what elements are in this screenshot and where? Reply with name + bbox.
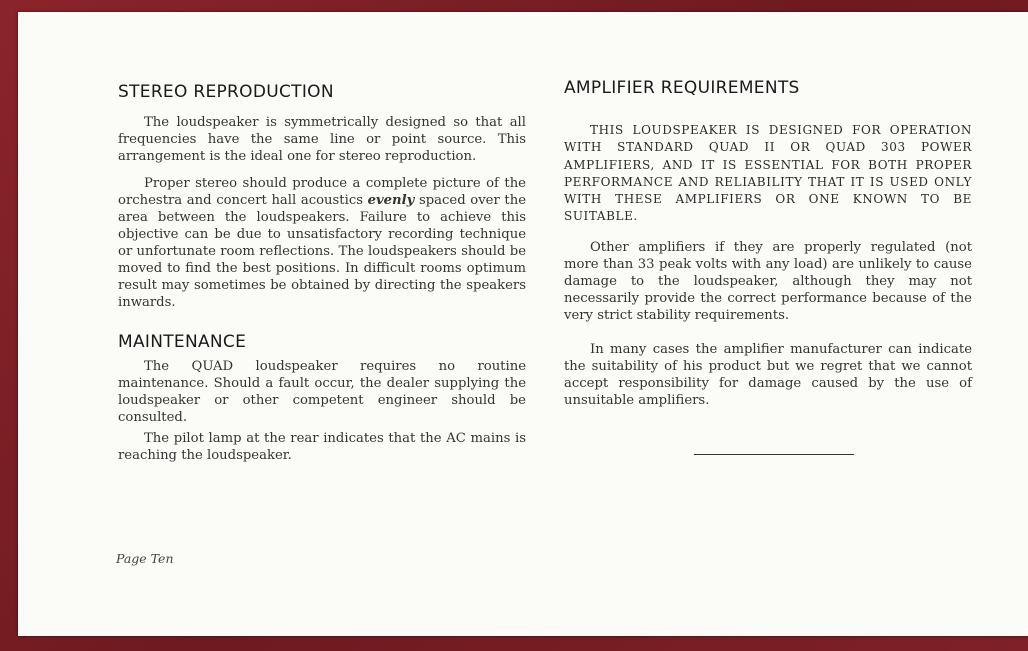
stereo-paragraph-2-end: spaced over the area between the loudspeakers. Failure to achieve this objective can be due to unsatisfactory recording technique or unfortunate room reflections. The loudspeakers should be moved to find the best positions. In difficult rooms optimum result may sometimes be obtained by directing the speakers inwards. <box>118 193 526 310</box>
stereo-paragraph-2-start: Proper stereo should produce a complete picture of the orchestra and concert hall acoustics <box>118 176 526 208</box>
maintenance-paragraph-1: The QUAD loudspeaker requires no routine maintenance. Should a fault occur, the dealer supplying the loudspeaker or other competent engineer should be consulted. <box>118 359 526 425</box>
maintenance-paragraph-2: The pilot lamp at the rear indicates that the AC mains is reaching the loudspeaker. <box>118 431 526 463</box>
amplifier-warning-paragraph: THIS LOUDSPEAKER IS DESIGNED FOR OPERATION WITH STANDARD QUAD II OR QUAD 303 POWER AMPLIFIERS, AND IT IS ESSENTIAL FOR BOTH PROPER PERFORMANCE AND RELIABILITY THAT IT IS USED ONLY WITH THESE AMPLIFIERS OR ONE KNOWN TO BE SUITABLE. <box>564 123 972 224</box>
section-end-rule <box>694 454 854 455</box>
page-number: Page Ten <box>116 551 174 566</box>
stereo-emphasis-word: evenly <box>367 193 415 208</box>
stereo-paragraph-2 <box>118 175 526 311</box>
stereo-paragraph-1: The loudspeaker is symmetrically designed so that all frequencies have the same line or point source. This arrangement is the ideal one for stereo reproduction. <box>118 115 526 164</box>
page-sheet <box>18 12 1028 636</box>
amplifier-paragraph-2: Other amplifiers if they are properly regulated (not more than 33 peak volts with any load) are unlikely to cause damage to the loudspeaker, although they may not necessarily provide the correct performance because of the very strict stability requirements. <box>564 240 972 323</box>
amplifier-heading: AMPLIFIER REQUIREMENTS <box>564 78 800 98</box>
amplifier-paragraph-3: In many cases the amplifier manufacturer can indicate the suitability of his product but we regret that we cannot accept responsibility for damage caused by the use of unsuitable amplifiers. <box>564 342 972 408</box>
stereo-heading: STEREO REPRODUCTION <box>118 82 334 102</box>
maintenance-heading: MAINTENANCE <box>118 332 247 352</box>
